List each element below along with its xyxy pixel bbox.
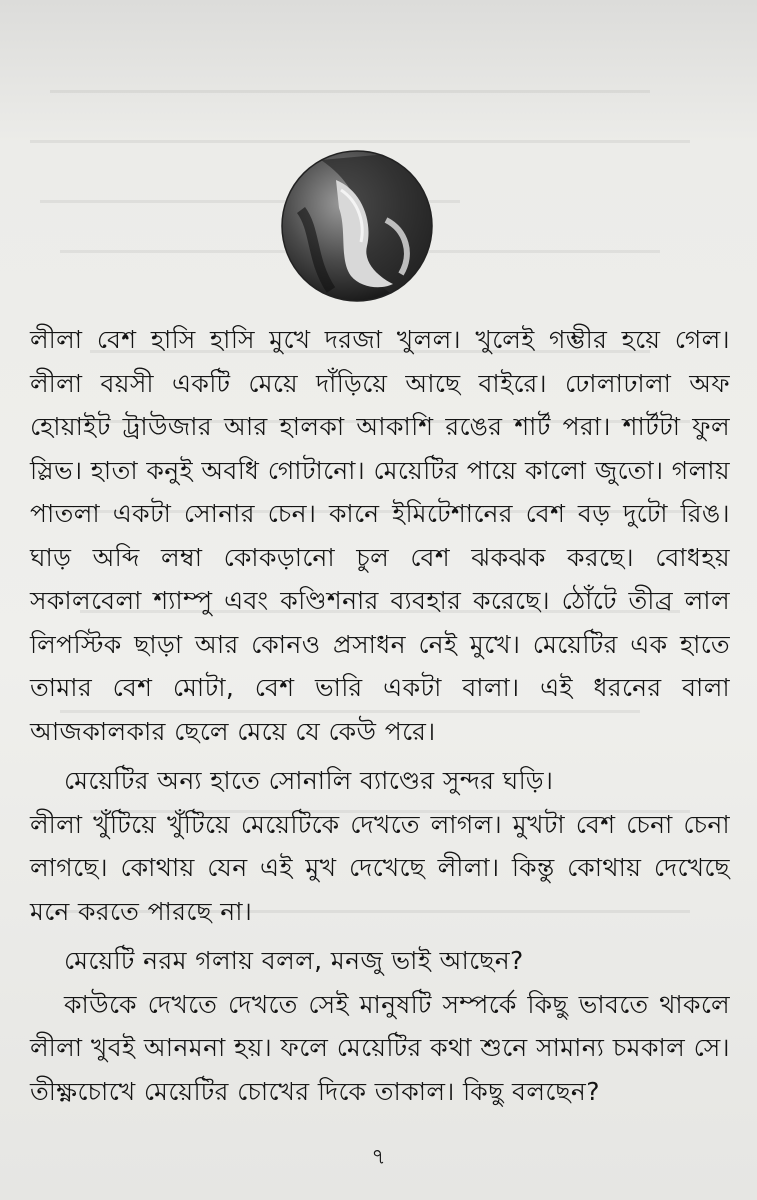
paragraph: মেয়েটির অন্য হাতে সোনালি ব্যাণ্ডের সুন্দর ঘড়ি। — [64, 766, 554, 795]
paragraph: মেয়েটি নরম গলায় বলল, মনজু ভাই আছেন? — [64, 946, 524, 975]
paragraph: লীলা বেশ হাসি হাসি মুখে দরজা খুলল। খুলেই গম্ভীর হয়ে গেল। লীলা বয়সী একটি মেয়ে দাঁড়িয়ে আছে বাইরে। ঢোলাঢালা অফ হোয়াইট ট্রাউজার আর হালকা আকাশি রঙের শার্ট পরা। শার্টটা ফুল স্লিভ। হাতা কনুই অবধি গোটানো। মেয়েটির পায়ে কালো জুতো। গলায় পাতলা একটা সোনার চেন। কানে ইমিটেশানের বেশ বড় দুটো রিঙ। ঘাড় অব্দি লম্বা কোকড়ানো চুল বেশ ঝকঝক করছে। বোধহয় সকালবেলা শ্যাম্পু এবং কণ্ডিশনার ব্যবহার করেছে। ঠোঁটে তীব্র লাল লিপস্টিক ছাড়া আর কোনও প্রসাধন নেই মুখে। মেয়েটির এক হাতে তামার বেশ মোটা, বেশ ভারি একটা বালা। এই ধরনের বালা আজকালকার ছেলে মেয়ে যে কেউ পরে। — [30, 325, 730, 746]
chapter-illustration — [281, 150, 433, 302]
paragraph: লীলা খুঁটিয়ে খুঁটিয়ে মেয়েটিকে দেখতে লাগল। মুখটা বেশ চেনা চেনা লাগছে। কোথায় যেন এই মুখ দেখেছে লীলা। কিন্তু কোথায় দেখেছে মনে করতে পারছে না। — [30, 809, 730, 926]
page-number: ৭ — [371, 1145, 386, 1170]
paragraph: কাউকে দেখতে দেখতে সেই মানুষটি সম্পর্কে কিছু ভাবতে থাকলে লীলা খুবই আনমনা হয়। ফলে মেয়েটির কথা শুনে সামান্য চমকাল সে। তীক্ষ্ণচোখে মেয়েটির চোখের দিকে তাকাল। কিছু বলছেন? — [30, 989, 730, 1106]
body-text — [30, 318, 730, 1113]
